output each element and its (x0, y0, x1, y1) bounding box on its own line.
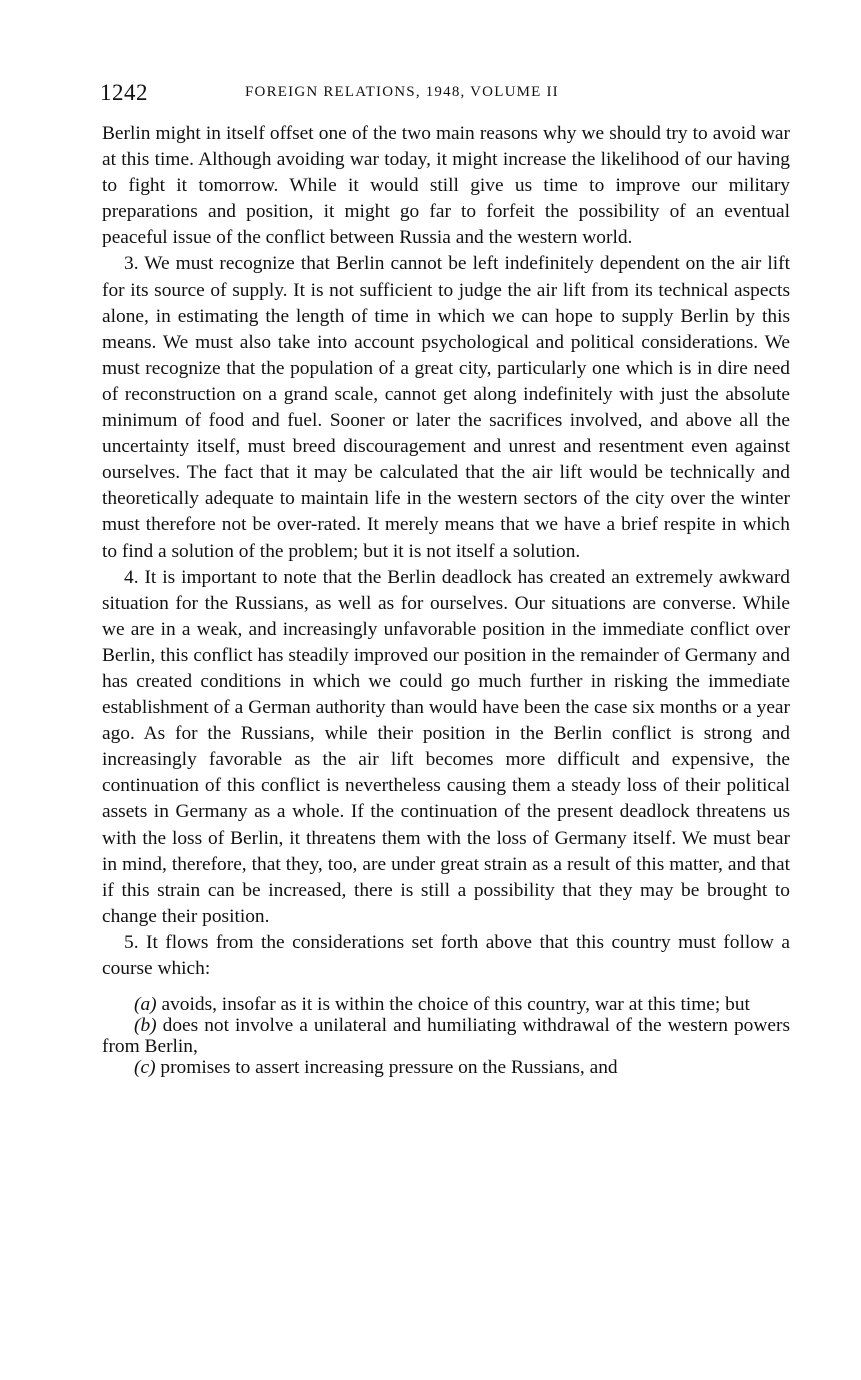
body-text (102, 121, 790, 1078)
clause-b (102, 1015, 790, 1057)
clause-c (102, 1057, 790, 1078)
clause-a-text: avoids, insofar as it is within the choice of this country, war at this time; but (161, 994, 750, 1016)
page-number: 1242 (100, 80, 148, 105)
clause-c-text: promises to assert increasing pressure on the Russians, and (160, 1057, 618, 1079)
clause-b-tag: (b) (134, 1015, 157, 1037)
clause-a (102, 994, 790, 1015)
clause-list (102, 994, 790, 1078)
paragraph-5: 5. It flows from the considerations set forth above that this country must follow a course which: (102, 931, 790, 979)
page-header (100, 80, 800, 110)
clause-c-tag: (c) (134, 1057, 156, 1079)
clause-b-text: does not involve a unilateral and humiliating withdrawal of the western powers from Berlin, (102, 1015, 790, 1058)
paragraph-4: 4. It is important to note that the Berlin deadlock has created an extremely awkward situation for the Russians, as well as for ourselves. Our situations are converse. While we are in a weak, and increasingly unfavorable position in the immediate conflict over Berlin, this conflict has steadily improved our position in the remainder of Germany and has created conditions in which we could go much further in risking the immediate establishment of a German authority than would have been the case six months or a year ago. As for the Russians, while their position in the Berlin conflict is strong and increasingly favorable as the air lift becomes more difficult and expensive, the continuation of this conflict is nevertheless causing them a steady loss of their political assets in Germany as a whole. If the continuation of the present deadlock threatens us with the loss of Berlin, it threatens them with the loss of Germany itself. We must bear in mind, therefore, that they, too, are under great strain as a result of this matter, and that if this strain can be increased, there is still a possibility that they may be brought to change their position. (102, 566, 790, 927)
clause-a-tag: (a) (134, 994, 157, 1016)
paragraph-3: 3. We must recognize that Berlin cannot be left indefinitely dependent on the air lift for its source of supply. It is not sufficient to judge the air lift from its technical aspects alone, in estimating the length of time in which we can hope to supply Berlin by this means. We must also take into account psychological and political considerations. We must recognize that the population of a great city, particularly one which is in dire need of reconstruction on a grand scale, cannot get along indefinitely with just the absolute minimum of food and fuel. Sooner or later the sacrifices involved, and above all the uncertainty itself, must breed discouragement and unrest and resentment even against ourselves. The fact that it may be calculated that the air lift would be technically and theoretically adequate to maintain life in the western sectors of the city over the winter must therefore not be over-rated. It merely means that we have a brief respite in which to find a solution of the problem; but it is not itself a solution. (102, 253, 790, 562)
paragraph-continuation: Berlin might in itself offset one of the two main reasons why we should try to avoid war at this time. Although avoiding war today, it might increase the likelihood of our having to fight it tomorrow. While it would still give us time to improve our military preparations and position, it might go far to forfeit the possibility of an eventual peaceful issue of the conflict between Russia and the western world. (102, 123, 790, 249)
running-head: FOREIGN RELATIONS, 1948, VOLUME II (245, 84, 559, 100)
